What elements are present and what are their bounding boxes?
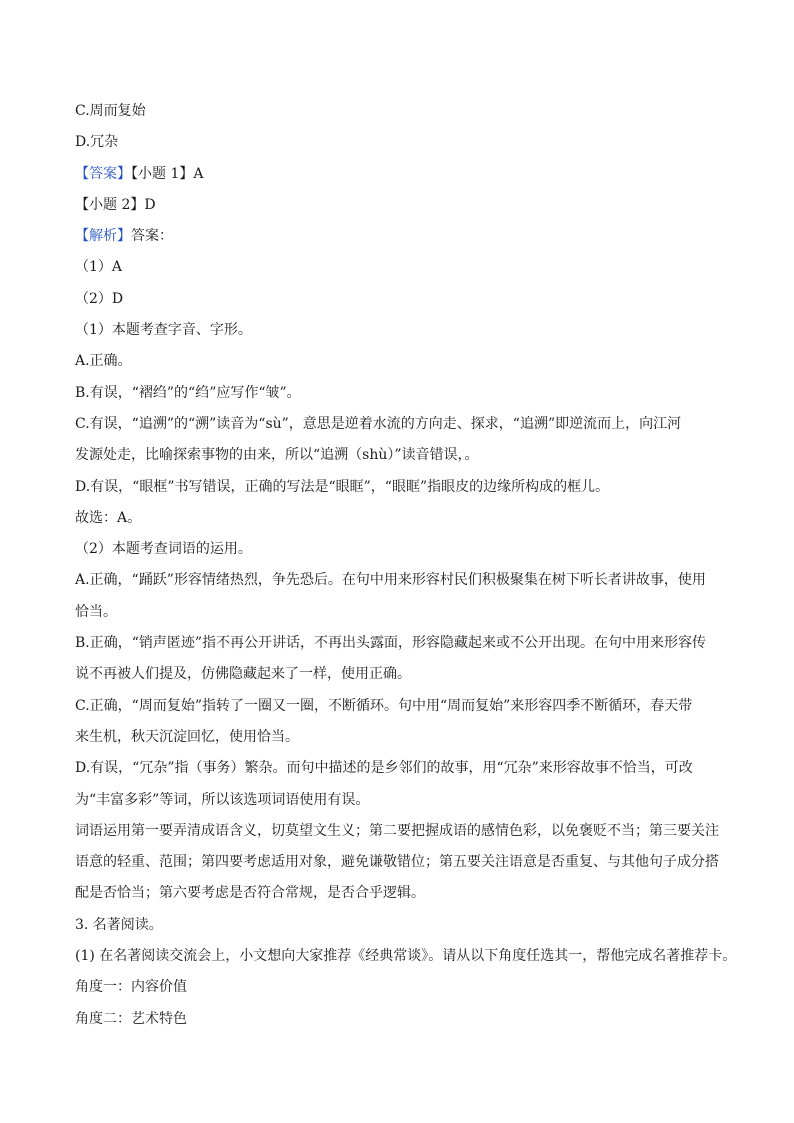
text-line: （1）A xyxy=(75,259,123,276)
text-line: C.有误，“追溯”的“溯”读音为“sù”，意思是逆着水流的方向走、探求，“追溯”即逆流而上，向江河 xyxy=(75,415,682,432)
text-line: 语意的轻重、范围；第四要考虑适用对象，避免谦敬错位；第五要关注语意是否重复、与其他句子成分搭 xyxy=(75,854,719,871)
answer-label: 【答案】 xyxy=(75,165,131,182)
text-line: (1) 在名著阅读交流会上，小文想向大家推荐《经典常谈》。请从以下角度任选其一，帮他完成名著推荐卡。 xyxy=(75,948,737,965)
text-line: C.正确，“周而复始”指转了一圈又一圈，不断循环。句中用“周而复始”来形容四季不断循环，春天带 xyxy=(75,697,693,714)
text-line: 恰当。 xyxy=(75,603,117,620)
text-line: D.冗杂 xyxy=(75,134,119,151)
text-span: 答案： xyxy=(131,228,173,245)
text-line: B.正确，“销声匿迹”指不再公开讲话，不再出头露面，形容隐藏起来或不公开出现。在句中用来形容传 xyxy=(75,635,707,652)
text-line: A.正确，“踊跃”形容情绪热烈，争先恐后。在句中用来形容村民们积极聚集在树下听长者讲故事，使用 xyxy=(75,572,706,589)
question-heading: 3. 名著阅读。 xyxy=(75,916,163,933)
text-line: D.有误，“眼框”书写错误，正确的写法是“眼眶”，“眼眶”指眼皮的边缘所构成的框儿。 xyxy=(75,478,610,495)
text-line: 故选：A。 xyxy=(75,509,142,526)
text-line: 为“丰富多彩”等词，所以该选项词语使用有误。 xyxy=(75,791,370,808)
text-line: （1）本题考查字音、字形。 xyxy=(75,322,252,339)
text-line: 【小题 2】D xyxy=(75,196,156,213)
analysis-label: 【解析】 xyxy=(75,228,131,245)
text-span: 【小题 1】A xyxy=(131,165,204,182)
text-line: 角度二：艺术特色 xyxy=(75,1010,187,1027)
answer-line xyxy=(75,159,735,190)
text-line: B.有误，“褶绉”的“绉”应写作“皱”。 xyxy=(75,384,301,401)
text-line: 发源处走，比喻探索事物的由来，所以“追溯（shù）”读音错误，。 xyxy=(75,447,479,464)
text-line: 说不再被人们提及，仿佛隐藏起来了一样，使用正确。 xyxy=(75,666,411,683)
text-line: 角度一：内容价值 xyxy=(75,979,187,996)
text-line: （2）本题考查词语的运用。 xyxy=(75,541,252,558)
text-line: 词语运用第一要弄清成语含义，切莫望文生义；第二要把握成语的感情色彩，以免褒贬不当；第三要关注 xyxy=(75,822,719,839)
text-line: A.正确。 xyxy=(75,353,132,370)
document-page xyxy=(75,96,735,1035)
text-line: 来生机，秋天沉淀回忆，使用恰当。 xyxy=(75,728,299,745)
text-line: C.周而复始 xyxy=(75,103,146,119)
text-line: D.有误，“冗杂”指（事务）繁杂。而句中描述的是乡邻们的故事，用“冗杂”来形容故事不恰当，可改 xyxy=(75,760,693,777)
text-line: （2）D xyxy=(75,290,124,307)
text-line: 配是否恰当；第六要考虑是否符合常规，是否合乎逻辑。 xyxy=(75,885,425,902)
analysis-line xyxy=(75,221,735,252)
